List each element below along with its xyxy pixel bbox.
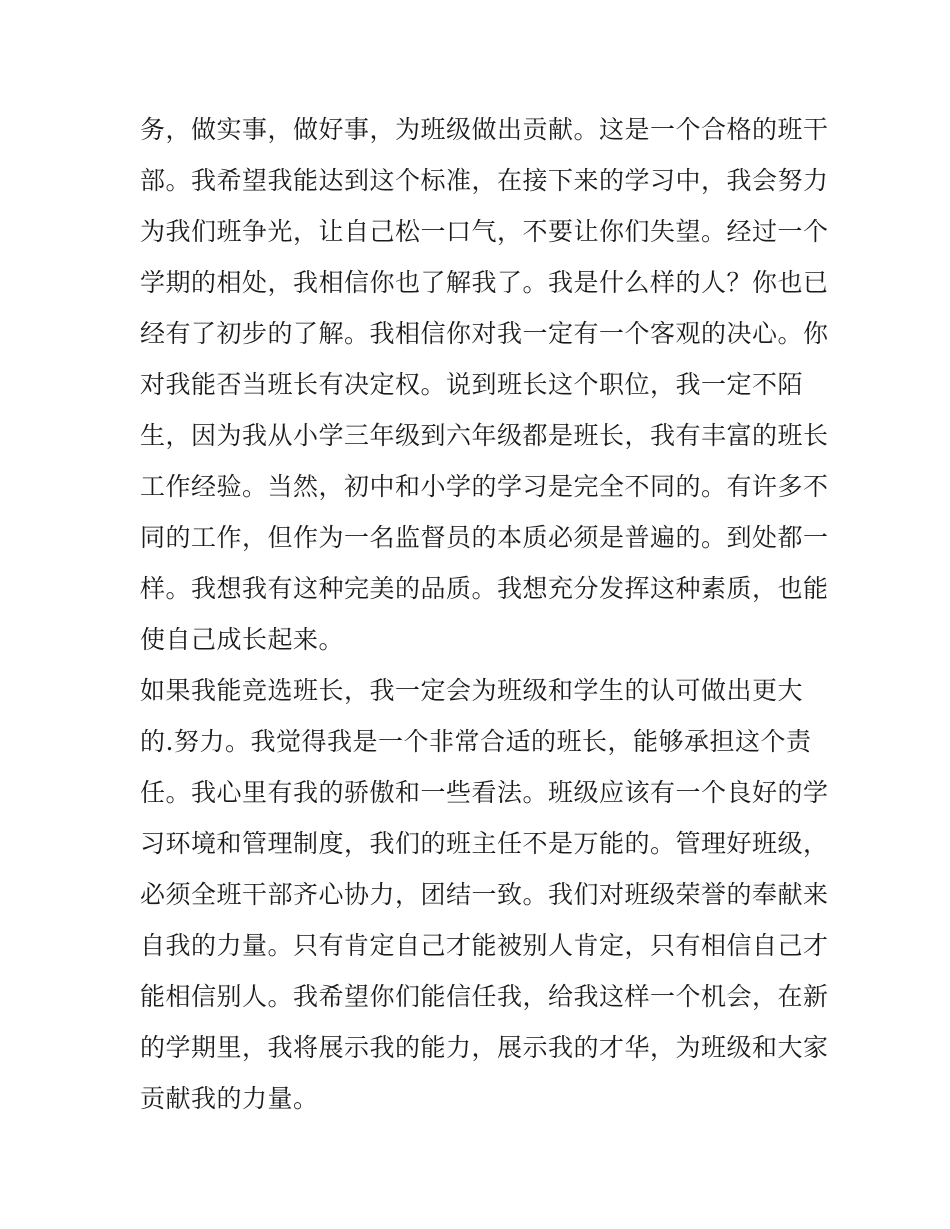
text-line: 生，因为我从小学三年级到六年级都是班长，我有丰富的班长 bbox=[140, 421, 829, 450]
text-line: 贡献我的力量。 bbox=[140, 1084, 319, 1113]
text-line: 对我能否当班长有决定权。说到班长这个职位，我一定不陌 bbox=[140, 370, 804, 399]
text-line: 的.努力。我觉得我是一个非常合适的班长，能够承担这个责 bbox=[140, 727, 812, 756]
text-line: 如果我能竞选班长，我一定会为班级和学生的认可做出更大 bbox=[140, 676, 804, 705]
text-line: 学期的相处，我相信你也了解我了。我是什么样的人？你也已 bbox=[140, 268, 829, 297]
text-line: 习环境和管理制度，我们的班主任不是万能的。管理好班级， bbox=[140, 829, 829, 858]
text-line: 务，做实事，做好事，为班级做出贡献。这是一个合格的班干 bbox=[140, 115, 829, 144]
text-line: 能相信别人。我希望你们能信任我，给我这样一个机会，在新 bbox=[140, 982, 829, 1011]
text-line: 的学期里，我将展示我的能力，展示我的才华，为班级和大家 bbox=[140, 1033, 829, 1062]
text-line: 经有了初步的了解。我相信你对我一定有一个客观的决心。你 bbox=[140, 319, 829, 348]
body-text bbox=[140, 104, 829, 1124]
text-line: 必须全班干部齐心协力，团结一致。我们对班级荣誉的奉献来 bbox=[140, 880, 829, 909]
text-line: 部。我希望我能达到这个标准，在接下来的学习中，我会努力 bbox=[140, 166, 829, 195]
text-line: 使自己成长起来。 bbox=[140, 625, 345, 654]
text-line: 自我的力量。只有肯定自己才能被别人肯定，只有相信自己才 bbox=[140, 931, 829, 960]
text-line: 任。我心里有我的骄傲和一些看法。班级应该有一个良好的学 bbox=[140, 778, 829, 807]
text-line: 样。我想我有这种完美的品质。我想充分发挥这种素质，也能 bbox=[140, 574, 829, 603]
text-line: 为我们班争光，让自己松一口气，不要让你们失望。经过一个 bbox=[140, 217, 829, 246]
text-line: 工作经验。当然，初中和小学的学习是完全不同的。有许多不 bbox=[140, 472, 829, 501]
text-line: 同的工作，但作为一名监督员的本质必须是普遍的。到处都一 bbox=[140, 523, 829, 552]
